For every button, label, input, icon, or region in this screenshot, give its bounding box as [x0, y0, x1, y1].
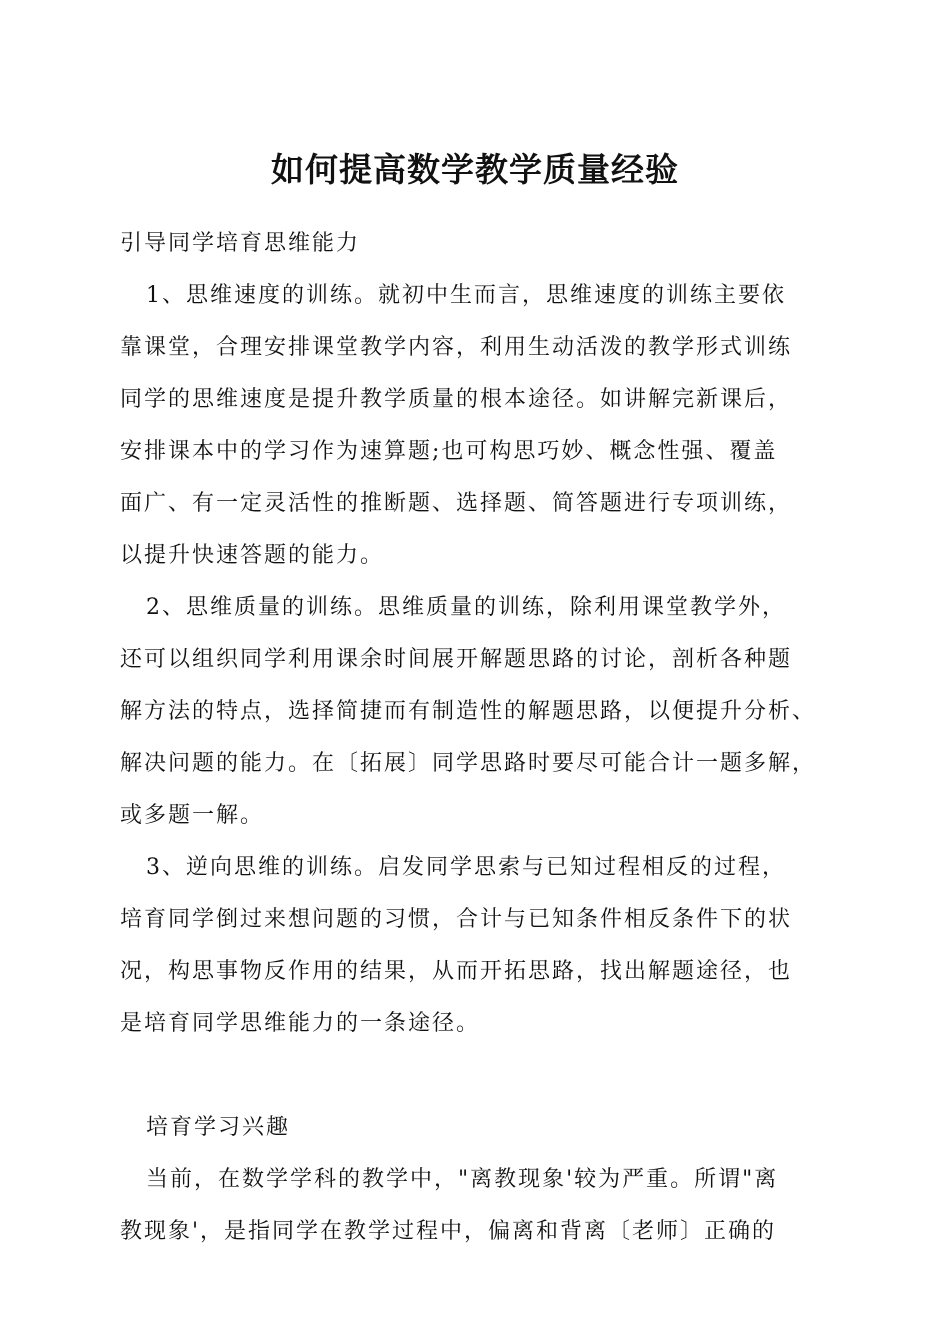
section-heading-interest: 培育学习兴趣: [146, 1115, 291, 1140]
paragraph-line: 解决问题的能力。在〔拓展〕同学思路时要尽可能合计一题多解，: [120, 751, 817, 776]
blank-line: [120, 1050, 840, 1102]
document-body: [120, 218, 840, 1258]
paragraph-line: 面广、有一定灵活性的推断题、选择题、简答题进行专项训练，: [120, 491, 793, 516]
paragraph-line: 解方法的特点，选择简捷而有制造性的解题思路，以便提升分析、: [120, 699, 817, 724]
paragraph-line: 以提升快速答题的能力。: [120, 543, 385, 568]
paragraph-line: 2、思维质量的训练。思维质量的训练，除利用课堂教学外，: [146, 595, 786, 620]
paragraph-line: 是培育同学思维能力的一条途径。: [120, 1011, 481, 1036]
paragraph-line: 况，构思事物反作用的结果，从而开拓思路，找出解题途径，也: [120, 959, 793, 984]
paragraph-line: 当前，在数学学科的教学中，"离教现象'较为严重。所谓"离: [146, 1167, 779, 1192]
paragraph-line: 3、逆向思维的训练。启发同学思索与已知过程相反的过程，: [146, 855, 786, 880]
section-heading-thinking: 引导同学培育思维能力: [120, 231, 361, 256]
paragraph-line: 安排课本中的学习作为速算题;也可构思巧妙、概念性强、覆盖: [120, 439, 778, 464]
paragraph-line: 同学的思维速度是提升教学质量的根本途径。如讲解完新课后，: [120, 387, 793, 412]
paragraph-line: 还可以组织同学利用课余时间展开解题思路的讨论，剖析各种题: [120, 647, 793, 672]
document-title: 如何提高数学教学质量经验: [271, 150, 679, 189]
paragraph-line: 教现象'，是指同学在教学过程中，偏离和背离〔老师〕正确的: [120, 1219, 777, 1244]
paragraph-line: 靠课堂，合理安排课堂教学内容，利用生动活泼的教学形式训练: [120, 335, 793, 360]
paragraph-line: 培育同学倒过来想问题的习惯，合计与已知条件相反条件下的状: [120, 907, 793, 932]
paragraph-line: 或多题一解。: [120, 803, 265, 828]
paragraph-line: 1、思维速度的训练。就初中生而言，思维速度的训练主要依: [146, 283, 786, 308]
